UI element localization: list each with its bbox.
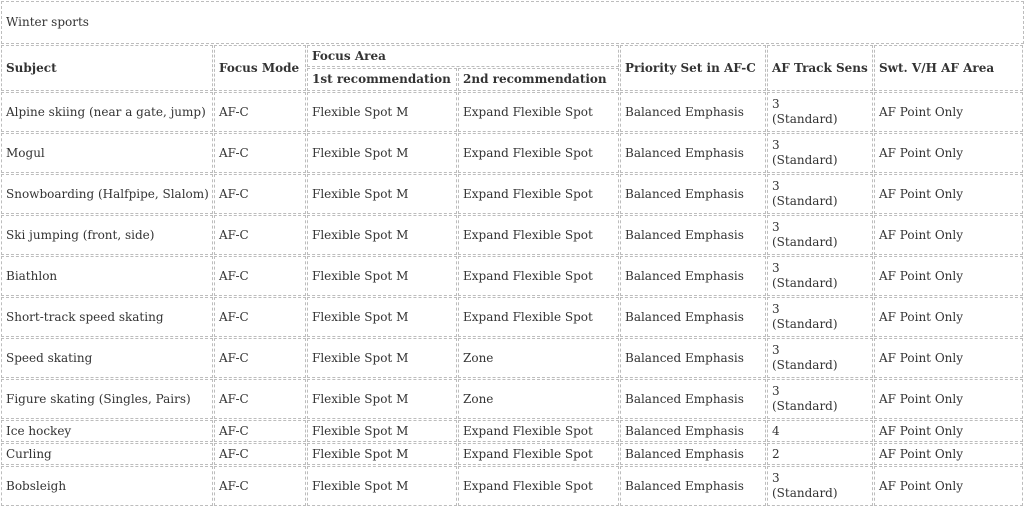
cell-subject: Snowboarding (Halfpipe, Slalom): [1, 174, 213, 214]
cell-track-sens: [767, 133, 873, 173]
cell-first-recommendation: Flexible Spot M: [307, 379, 457, 419]
track-sens-note: (Standard): [772, 399, 838, 413]
cell-focus-mode: AF-C: [214, 256, 306, 296]
header-subject: Subject: [1, 45, 213, 91]
cell-focus-mode: AF-C: [214, 379, 306, 419]
cell-swt: AF Point Only: [874, 466, 1023, 506]
cell-priority: Balanced Emphasis: [620, 297, 766, 337]
table-row: [1, 379, 1024, 419]
table-row: [1, 174, 1024, 214]
cell-focus-mode: AF-C: [214, 466, 306, 506]
table-row: [1, 338, 1024, 378]
cell-priority: Balanced Emphasis: [620, 215, 766, 255]
cell-second-recommendation: Zone: [458, 379, 619, 419]
cell-subject: Figure skating (Singles, Pairs): [1, 379, 213, 419]
track-sens-note: (Standard): [772, 153, 838, 167]
header-swt: Swt. V/H AF Area: [874, 45, 1023, 91]
cell-second-recommendation: Expand Flexible Spot: [458, 215, 619, 255]
header-track-sens: AF Track Sens: [767, 45, 873, 91]
table-row: [1, 443, 1024, 465]
table-row: [1, 297, 1024, 337]
cell-swt: AF Point Only: [874, 92, 1023, 132]
cell-priority: Balanced Emphasis: [620, 379, 766, 419]
track-sens-value: 3: [772, 138, 780, 152]
cell-track-sens: [767, 338, 873, 378]
table-row: [1, 420, 1024, 442]
track-sens-value: 3: [772, 343, 780, 357]
cell-swt: AF Point Only: [874, 174, 1023, 214]
cell-subject: Ski jumping (front, side): [1, 215, 213, 255]
cell-first-recommendation: Flexible Spot M: [307, 443, 457, 465]
table-row: [1, 256, 1024, 296]
cell-focus-mode: AF-C: [214, 133, 306, 173]
cell-second-recommendation: Expand Flexible Spot: [458, 443, 619, 465]
track-sens-value: 3: [772, 220, 780, 234]
track-sens-note: (Standard): [772, 235, 838, 249]
cell-second-recommendation: Zone: [458, 338, 619, 378]
cell-second-recommendation: Expand Flexible Spot: [458, 133, 619, 173]
cell-focus-mode: AF-C: [214, 338, 306, 378]
track-sens-value: 3: [772, 97, 780, 111]
cell-priority: Balanced Emphasis: [620, 338, 766, 378]
table-title: Winter sports: [1, 1, 1024, 44]
cell-first-recommendation: Flexible Spot M: [307, 256, 457, 296]
cell-swt: AF Point Only: [874, 133, 1023, 173]
cell-first-recommendation: Flexible Spot M: [307, 215, 457, 255]
track-sens-value: 3: [772, 179, 780, 193]
track-sens-value: 3: [772, 471, 780, 485]
cell-first-recommendation: Flexible Spot M: [307, 297, 457, 337]
cell-priority: Balanced Emphasis: [620, 420, 766, 442]
cell-swt: AF Point Only: [874, 297, 1023, 337]
cell-subject: Alpine skiing (near a gate, jump): [1, 92, 213, 132]
cell-subject: Curling: [1, 443, 213, 465]
cell-track-sens: [767, 174, 873, 214]
table-row: [1, 215, 1024, 255]
track-sens-note: (Standard): [772, 317, 838, 331]
cell-priority: Balanced Emphasis: [620, 443, 766, 465]
cell-subject: Bobsleigh: [1, 466, 213, 506]
header-first-recommendation: 1st recommendation: [307, 68, 457, 91]
cell-swt: AF Point Only: [874, 256, 1023, 296]
cell-second-recommendation: Expand Flexible Spot: [458, 92, 619, 132]
header-priority: Priority Set in AF-C: [620, 45, 766, 91]
cell-swt: AF Point Only: [874, 420, 1023, 442]
cell-second-recommendation: Expand Flexible Spot: [458, 256, 619, 296]
cell-swt: AF Point Only: [874, 215, 1023, 255]
table-row: [1, 92, 1024, 132]
cell-priority: Balanced Emphasis: [620, 174, 766, 214]
cell-focus-mode: AF-C: [214, 215, 306, 255]
cell-first-recommendation: Flexible Spot M: [307, 133, 457, 173]
cell-first-recommendation: Flexible Spot M: [307, 338, 457, 378]
cell-focus-mode: AF-C: [214, 443, 306, 465]
cell-focus-mode: AF-C: [214, 297, 306, 337]
table-row: [1, 466, 1024, 506]
cell-subject: Speed skating: [1, 338, 213, 378]
cell-second-recommendation: Expand Flexible Spot: [458, 174, 619, 214]
header-second-recommendation: 2nd recommendation: [458, 68, 619, 91]
cell-second-recommendation: Expand Flexible Spot: [458, 297, 619, 337]
cell-subject: Mogul: [1, 133, 213, 173]
cell-track-sens: [767, 297, 873, 337]
header-focus-area: Focus Area: [307, 45, 619, 67]
header-focus-mode: Focus Mode: [214, 45, 306, 91]
cell-track-sens: [767, 92, 873, 132]
track-sens-value: 3: [772, 302, 780, 316]
cell-first-recommendation: Flexible Spot M: [307, 420, 457, 442]
cell-priority: Balanced Emphasis: [620, 92, 766, 132]
cell-second-recommendation: Expand Flexible Spot: [458, 466, 619, 506]
cell-focus-mode: AF-C: [214, 92, 306, 132]
track-sens-note: (Standard): [772, 276, 838, 290]
track-sens-note: (Standard): [772, 112, 838, 126]
cell-first-recommendation: Flexible Spot M: [307, 92, 457, 132]
cell-priority: Balanced Emphasis: [620, 466, 766, 506]
track-sens-value: 3: [772, 261, 780, 275]
cell-track-sens: [767, 379, 873, 419]
cell-first-recommendation: Flexible Spot M: [307, 466, 457, 506]
cell-first-recommendation: Flexible Spot M: [307, 174, 457, 214]
track-sens-note: (Standard): [772, 358, 838, 372]
cell-focus-mode: AF-C: [214, 420, 306, 442]
cell-track-sens: [767, 256, 873, 296]
cell-swt: AF Point Only: [874, 338, 1023, 378]
cell-track-sens: [767, 215, 873, 255]
cell-focus-mode: AF-C: [214, 174, 306, 214]
cell-second-recommendation: Expand Flexible Spot: [458, 420, 619, 442]
cell-swt: AF Point Only: [874, 379, 1023, 419]
track-sens-note: (Standard): [772, 486, 838, 500]
cell-track-sens: [767, 466, 873, 506]
track-sens-value: 3: [772, 384, 780, 398]
cell-track-sens: 2: [767, 443, 873, 465]
cell-priority: Balanced Emphasis: [620, 256, 766, 296]
cell-subject: Biathlon: [1, 256, 213, 296]
cell-subject: Short-track speed skating: [1, 297, 213, 337]
track-sens-note: (Standard): [772, 194, 838, 208]
table-row: [1, 133, 1024, 173]
cell-priority: Balanced Emphasis: [620, 133, 766, 173]
cell-track-sens: 4: [767, 420, 873, 442]
cell-subject: Ice hockey: [1, 420, 213, 442]
cell-swt: AF Point Only: [874, 443, 1023, 465]
